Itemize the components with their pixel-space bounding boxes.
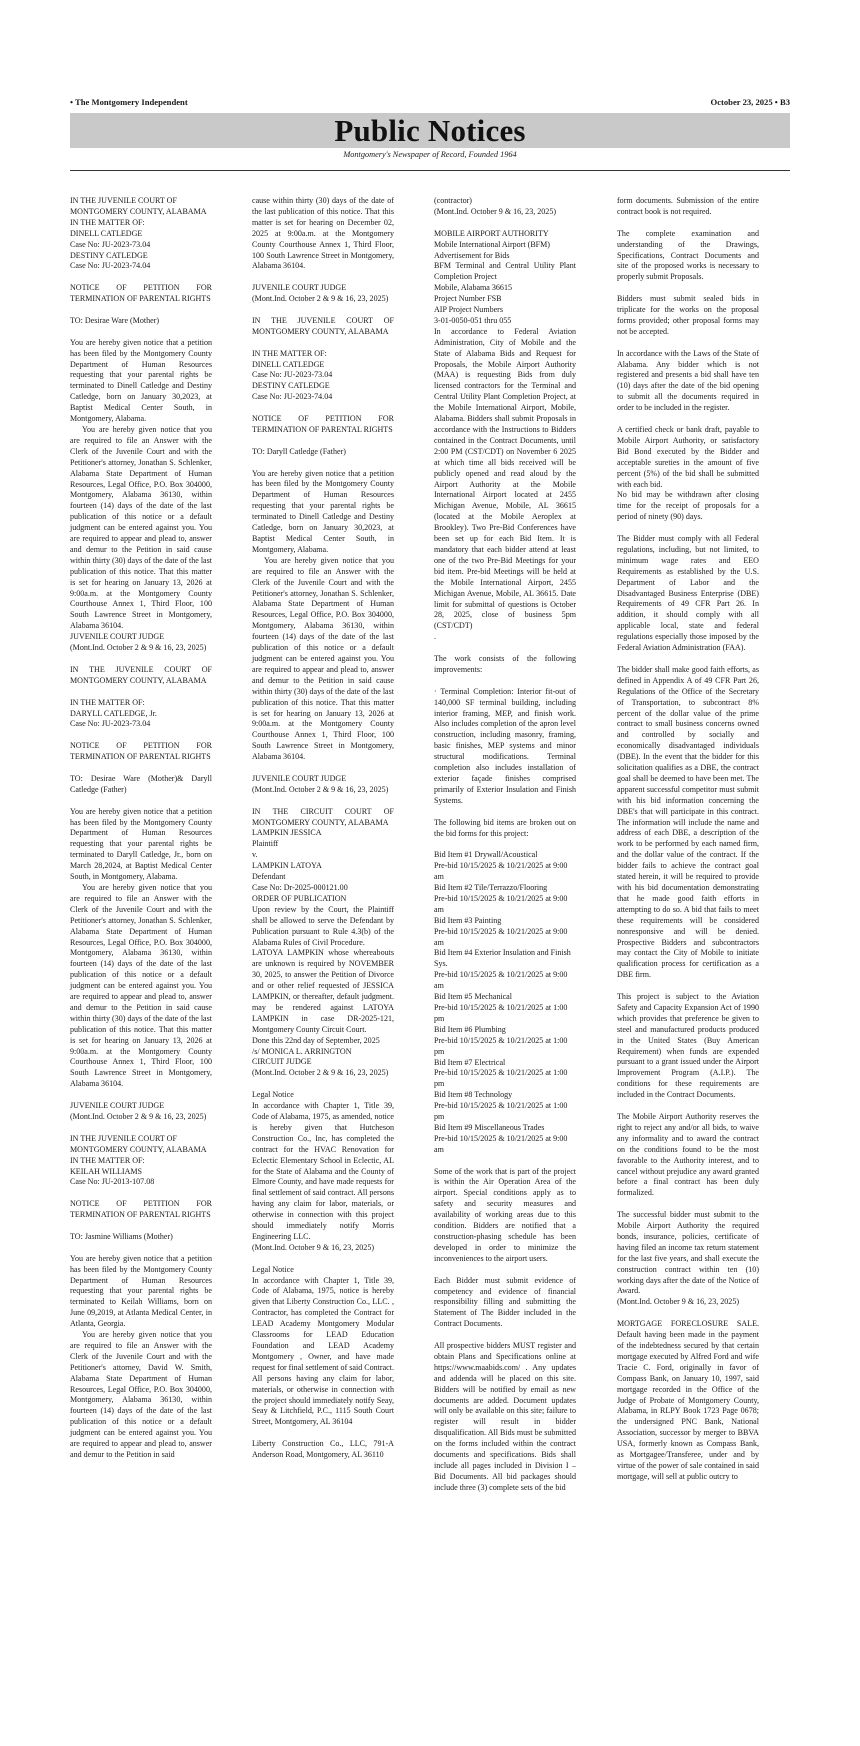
notice-paragraph: IN THE MATTER OF: DARYLL CATLEDGE, Jr. Case No: JU-2023-73.04 — [70, 697, 157, 729]
notice-paragraph: JUVENILE COURT JUDGE (Mont.Ind. October 2 & 9 & 16, 23, 2025) — [252, 773, 389, 794]
notice-paragraph: Some of the work that is part of the project is within the Air Operation Area of the airport. Special conditions apply as to safety and security measures and availability of working areas due to this condition. Bidders are notified that a construction-phasing schedule has been developed in order to minimize the inconveniences to the airport users. — [434, 1166, 576, 1263]
notice-heading: NOTICE OF PETITION FOR TERMINATION OF PARENTAL RIGHTS — [70, 741, 212, 762]
notice-paragraph: You are hereby given notice that a petition has been filed by the Montgomery County Department of Human Resources requesting that your parental rights be terminated to Dinell Catledge and Destiny Catledge, born on January 30,2023, at Baptist Medical Center South, in Montgomery, Alabama. — [70, 337, 212, 424]
notice-paragraph: TO: Desirae Ware (Mother) — [70, 315, 160, 325]
notice-paragraph: TO: Jasmine Williams (Mother) — [70, 1231, 173, 1241]
column-4 — [617, 196, 759, 1483]
notice-paragraph: The following bid items are broken out on the bid forms for this project: — [434, 817, 576, 838]
notice-paragraph: IN THE MATTER OF: DINELL CATLEDGE Case No: JU-2023-73.04 DESTINY CATLEDGE Case No: JU-2023-74.04 — [252, 348, 333, 402]
notice-paragraph: The bidder shall make good faith efforts, as defined in Appendix A of 49 CFR Part 26, Regulations of the Office of the Secretary of Transportation, to subcontract 8% percent of the dollar value of the prime contract to small business concerns owned and controlled by socially and economically disadvantaged individuals (DBE). In the event that the bidder for this solicitation qualifies as a DBE, the contract goal shall be deemed to have been met. The apparent successful competitor must submit with his bid information concerning the DBE's that will participate in this contract. The information will include the name and address of each DBE, a description of the work to be performed by each named firm, and the dollar value of the contract. If the bidder fails to achieve the contract goal stated herein, it will be required to provide with his bid documentation demonstrating that he made good faith efforts in attempting to do so. A bid that fails to meet these requirements will be considered nonresponsive and will be denied. Prospective Bidders and subcontractors may contact the City of Mobile to initiate qualification process for certification as a DBE firm. — [617, 664, 759, 980]
notice-heading: NOTICE OF PETITION FOR TERMINATION OF PARENTAL RIGHTS — [70, 1199, 212, 1220]
paper-name: • The Montgomery Independent — [70, 97, 188, 107]
column-1 — [70, 196, 212, 1461]
notice-paragraph: MORTGAGE FORECLOSURE SALE. Default having been made in the payment of the indebtedness secured by that certain mortgage executed by Alfred Ford and wife Tracie C. Ford, originally in favor of Compass Bank, on January 10, 1997, said mortgage recorded in the Office of the Judge of Probate of Montgomery County, Alabama, in RLPY Book 1723 Page 0678; the undersigned PNC Bank, National Association, successor by merger to BBVA USA, formerly known as Compass Bank, as Mortgagee/Transferee, under and by virtue of the power of sale contained in said mortgage, will sell at public outcry to — [617, 1319, 759, 1481]
notice-paragraph: The successful bidder must submit to the Mobile Airport Authority the required bonds, insurance, policies, certificate of having filed an income tax return statement for the last five years, and shall execute the construction contract within ten (10) working days after the date of the Notice of Award. (Mont.Ind. October 9 & 16, 23, 2025) — [617, 1210, 759, 1307]
notice-paragraph: MOBILE AIRPORT AUTHORITY Mobile International Airport (BFM) Advertisement for Bids BFM Terminal and Central Utility Plant Completion Project Mobile, Alabama 36615 Project Number FSB AIP Project Numbers 3-01-0050-051 thru 055 In accordance to Federal Aviation Administration, City of Mobile and the State of Alabama Bids and Request for Proposals, the Mobile Airport Authority (MAA) is requesting Bids from duly licensed contractors for the Terminal and Central Utility Plant Completion Project, at the Mobile International Airport, Mobile, Alabama. Bidders shall submit Proposals in accordance with the Instructions to Bidders contained in the Contract Documents, until 2:00 PM (CST/CDT) on November 6 2025 at which time all bids received will be publicly opened and read aloud by the Airport Authority at the Mobile International Airport located at 2455 Michigan Avenue, Mobile, AL 36615 (located at the Mobile Aeroplex at Brookley). Two Pre-Bid Conferences have been set up for each Bid Item. It is mandatory that each bidder attend at least one of the two Pre-Bid Meetings for your bid item. Pre-bid Meetings will be held at the Mobile International Airport, 2455 Michigan Avenue, Mobile, AL 36615. Date limit for submittal of questions is October 28, 2025, close of business 5pm (CST/CDT) . — [434, 228, 576, 642]
notice-paragraph: The work consists of the following improvements: — [434, 654, 576, 674]
notice-paragraph: JUVENILE COURT JUDGE (Mont.Ind. October 2 & 9 & 16, 23, 2025) — [252, 283, 389, 304]
notice-paragraph: This project is subject to the Aviation Safety and Capacity Expansion Act of 1990 which provides that preference be given to steel and manufactured products produced in the United States (Buy American Requirement) when funds are expended pursuant to a grant issued under the Airport Improvement Program (A.I.P.). The conditions for these requirements are included in the Contract Documents. — [617, 992, 759, 1100]
notice-paragraph: cause within thirty (30) days of the date of the last publication of this notice. That this matter is set for hearing on December 02, 2025 at 9:00a.m. at the Montgomery County Courthouse Annex 1, Third Floor, 100 South Lawrence Street in Montgomery, Alabama 36104. — [252, 196, 394, 271]
notice-paragraph: · Terminal Completion: Interior fit-out of 140,000 SF terminal building, including interior framing, MEP, and finish work. Also includes completion of the apron level construction, including masonry, framing, basic finishes, MEP systems and minor structural modifications. Terminal completion also includes installation of exterior façade finishes comprised primarily of Exterior Insulation and Finish Systems. — [434, 686, 576, 805]
notice-paragraph: All prospective bidders MUST register and obtain Plans and Specifications online at https://www.maabids.com/ . Any updates and addenda will be placed on this site. Bidders will be notified by email as new documents are added. Document updates will only be available on this site; failure to register will result in bidder disqualification. All Bids must be submitted on the forms included within the contract documents and specifications. Bids shall include all pages included in Division I – Bid Documents. All bid packages should include three (3) complete sets of the bid — [434, 1341, 576, 1492]
header-rule — [70, 170, 790, 171]
notice-paragraph: IN THE JUVENILE COURT OF MONTGOMERY COUNTY, ALABAMA IN THE MATTER OF: KEILAH WILLIAMS Case No: JU-2013-107.08 — [70, 1133, 207, 1187]
notice-paragraph: Legal Notice In accordance with Chapter 1, Title 39, Code of Alabama, 1975, notice is hereby given that Liberty Construction Co., LLC. , Contractor, has completed the Contract for LEAD Academy Montgomery Modular Classrooms for LEAD Education Foundation and LEAD Academy Montgomery , Owner, and have made request for final settlement of said Contract. All persons having any claim for labor, materials, or otherwise in connection with the project should immediately notify Seay, Seay & Litchfield, P.C., 1115 South Court Street, Montgomery, AL 36104 — [252, 1264, 394, 1427]
notice-paragraph: In accordance with the Laws of the State of Alabama. Any bidder which is not registered and presents a bid shall have ten (10) days after the date of the bid opening to submit all the documents required in order to be included in the register. — [617, 348, 759, 413]
notice-paragraph: The Bidder must comply with all Federal regulations, including, but not limited, to minimum wage rates and EEO Requirements as established by the U.S. Department of Labor and the Disadvantaged Business Enterprise (DBE) Requirements of 49 CFR Part 26. In addition, it should comply with all applicable local, state and federal regulations especially those imposed by the Federal Aviation Administration (FAA). — [617, 534, 759, 653]
section-banner — [70, 113, 790, 148]
notice-paragraph: The Mobile Airport Authority reserves the right to reject any and/or all bids, to waive any informality and to award the contract on the conditions found to be the most favorable to the Authority interest, and to cancel without prejudice any award granted before a final contract has been duly formalized. — [617, 1112, 759, 1198]
notice-paragraph: Liberty Construction Co., LLC, 791-A Anderson Road, Montgomery, AL 36110 — [252, 1439, 394, 1460]
notice-paragraph: You are hereby given notice that you are required to file an Answer with the Clerk of the Juvenile Court and with the Petitioner's attorney, David W. Smith, Alabama State Department of Human Resources, Legal Office, P.O. Box 304000, Montgomery, Alabama 36130, within fourteen (14) days of the date of the last publication of this notice or a default judgment can be entered against you. You are required to appear and plead to, answer and demur to the Petition in said — [70, 1330, 212, 1460]
notice-paragraph: Each Bidder must submit evidence of competency and evidence of financial responsibility filling and submitting the Statement of The Bidder included in the Contract Documents. — [434, 1275, 576, 1329]
notice-heading: NOTICE OF PETITION FOR TERMINATION OF PARENTAL RIGHTS — [70, 283, 212, 304]
notice-paragraph: You are hereby given notice that you are required to file an Answer with the Clerk of the Juvenile Court and with the Petitioner's attorney, Jonathan S. Schlenker, Alabama State Department of Human Resources, Legal Office, P.O. Box 304000, Montgomery, Alabama 36130, within fourteen (14) days of the date of the last publication of this notice or a default judgment can be entered against you. You are required to appear and plead to, answer and demur to the Petition in said cause within thirty (30) days of the date of the last publication of this notice. That this matter is set for hearing on January 13, 2026 at 9:00a.m. at the Montgomery County Courthouse Annex 1, Third Floor, 100 South Lawrence Street in Montgomery, Alabama 36104. JUVENILE COURT JUDGE (Mont.Ind. October 2 & 9 & 16, 23, 2025) — [70, 424, 212, 653]
notice-paragraph: You are hereby given notice that you are required to file an Answer with the Clerk of the Juvenile Court and with the Petitioner's attorney, Jonathan S. Schlenker, Alabama State Department of Human Resources, Legal Office, P.O. Box 304000, Montgomery, Alabama 36130, within fourteen (14) days of the date of the last publication of this notice or a default judgment can be entered against you. You are required to appear and plead to, answer and demur to the Petition in said cause within thirty (30) days of the date of the last publication of this notice. That this matter is set for hearing on January 13, 2026 at 9:00a.m. at the Montgomery County Courthouse Annex 1, Third Floor, 100 South Lawrence Street in Montgomery, Alabama 36104. — [70, 882, 212, 1089]
column-2 — [252, 196, 394, 1461]
notice-heading: IN THE JUVENILE COURT OF MONTGOMERY COUNTY, ALABAMA — [252, 315, 394, 336]
notice-heading: IN THE JUVENILE COURT OF MONTGOMERY COUNTY, ALABAMA — [70, 664, 212, 685]
notice-paragraph: A certified check or bank draft, payable to Mobile Airport Authority, or satisfactory Bid Bond executed by the Bidder and acceptable sureties in the amount of five percent (5%) of the bid shall be submitted with each bid. No bid may be withdrawn after closing time for the receipt of proposals for a period of ninety (90) days. — [617, 424, 759, 522]
column-3 — [434, 196, 576, 1494]
notice-paragraph: The complete examination and understanding of the Drawings, Specifications, Contract Documents and site of the proposed works is necessary to properly submit Proposals. — [617, 228, 759, 282]
notice-paragraph: JUVENILE COURT JUDGE (Mont.Ind. October 2 & 9 & 16, 23, 2025) — [70, 1101, 207, 1121]
notice-paragraph: IN THE JUVENILE COURT OF MONTGOMERY COUNTY, ALABAMA IN THE MATTER OF: DINELL CATLEDGE Case No: JU-2023-73.04 DESTINY CATLEDGE Case No: JU-2023-74.04 — [70, 196, 207, 271]
notice-paragraph: form documents. Submission of the entire contract book is not required. — [617, 196, 759, 216]
notice-paragraph: (contractor) (Mont.Ind. October 9 & 16, 23, 2025) — [434, 196, 557, 216]
notice-paragraph: TO: Desirae Ware (Mother)& Daryll Catledge (Father) — [70, 773, 212, 794]
notice-paragraph: You are hereby given notice that a petition has been filed by the Montgomery County Department of Human Resources requesting that your parental rights be terminated to Dinell Catledge and Destiny Catledge, born on January 30,2023, at Baptist Medical Center South, in Montgomery, Alabama. — [252, 468, 394, 554]
date-page: October 23, 2025 • B3 — [710, 97, 790, 107]
notice-paragraph: Legal Notice In accordance with Chapter 1, Title 39, Code of Alabama, 1975, as amended, notice is hereby given that Hutcheson Construction Co., Inc, has completed the contract for the HVAC Renovation for Eclectic Elementary School in Eclectic, AL for the State of Alabama and the County of Elmore County, and have made requests for final settlement of said contract. All persons having any claim for labor, materials, or otherwise in connection with this project should immediately notify Morris Engineering LLC. (Mont.Ind. October 9 & 16, 23, 2025) — [252, 1090, 394, 1252]
notice-paragraph: TO: Daryll Catledge (Father) — [252, 446, 346, 456]
section-subtitle: Montgomery's Newspaper of Record, Founded 1964 — [343, 150, 517, 159]
section-title: Public Notices — [334, 113, 526, 148]
notice-paragraph: IN THE CIRCUIT COURT OF MONTGOMERY COUNTY, ALABAMA LAMPKIN JESSICA Plaintiff v. LAMPKIN LATOYA Defendant Case No: Dr-2025-000121.00 ORDER OF PUBLICATION Upon review by the Court, the Plaintiff shall be allowed to serve the Defendant by Publication pursuant to Rule 4.3(b) of the Alabama Rules of Civil Procedure. LATOYA LAMPKIN whose whereabouts are unknown is required by NOVEMBER 30, 2025, to answer the Petition of Divorce and or other relief requested of JESSICA LAMPKIN, or thereafter, default judgment. may be rendered against LATOYA LAMPKIN in case DR-2025-121, Montgomery County Circuit Court. Done this 22nd day of September, 2025 /s/ MONICA L. ARRINGTON CIRCUIT JUDGE (Mont.Ind. October 2 & 9 & 16, 23, 2025) — [252, 806, 394, 1078]
notice-paragraph: Bidders must submit sealed bids in triplicate for the works on the proposal forms provided; other proposal forms may not be accepted. — [617, 294, 759, 336]
notice-paragraph: You are hereby given notice that a petition has been filed by the Montgomery County Department of Human Resources requesting that your parental rights be terminated to Keilah Williams, born on June 09,2019, at Atlanta Medical Center, in Atlanta, Georgia. — [70, 1253, 212, 1329]
bid-items-list: Bid Item #1 Drywall/Acoustical Pre-bid 10/15/2025 & 10/21/2025 at 9:00 am Bid Item #2 Tile/Terrazzo/Flooring Pre-bid 10/15/2025 & 10/21/2025 at 9:00 am Bid Item #3 Painting Pre-bid 10/15/2025 & 10/21/2025 at 9:00 am Bid Item #4 Exterior Insulation and Finish Sys. Pre-bid 10/15/2025 & 10/21/2025 at 9:00 am Bid Item #5 Mechanical Pre-bid 10/15/2025 & 10/21/2025 at 1:00 pm Bid Item #6 Plumbing Pre-bid 10/15/2025 & 10/21/2025 at 1:00 pm Bid Item #7 Electrical Pre-bid 10/15/2025 & 10/21/2025 at 1:00 pm Bid Item #8 Technology Pre-bid 10/15/2025 & 10/21/2025 at 1:00 pm Bid Item #9 Miscellaneous Trades Pre-bid 10/15/2025 & 10/21/2025 at 9:00 am — [434, 850, 571, 1154]
notice-heading: NOTICE OF PETITION FOR TERMINATION OF PARENTAL RIGHTS — [252, 414, 394, 434]
notice-paragraph: You are hereby given notice that a petition has been filed by the Montgomery County Department of Human Resources requesting that your parental rights be terminated to Daryll Catledge, Jr., born on March 28,2024, at Baptist Medical Center South, in Montgomery, Alabama. — [70, 806, 212, 882]
notice-paragraph: You are hereby given notice that you are required to file an Answer with the Clerk of the Juvenile Court and with the Petitioner's attorney, Jonathan S. Schlenker, Alabama State Department of Human Resources, Legal Office, P.O. Box 304000, Montgomery, Alabama 36130, within fourteen (14) days of the date of the last publication of this notice or a default judgment can be entered against you. You are required to appear and plead to, answer and demur to the Petition in said cause within thirty (30) days of the date of the last publication of this notice. That this matter is set for hearing on January 13, 2026 at 9:00a.m. at the Montgomery County Courthouse Annex 1, Third Floor, 100 South Lawrence Street in Montgomery, Alabama 36104. — [252, 555, 394, 762]
